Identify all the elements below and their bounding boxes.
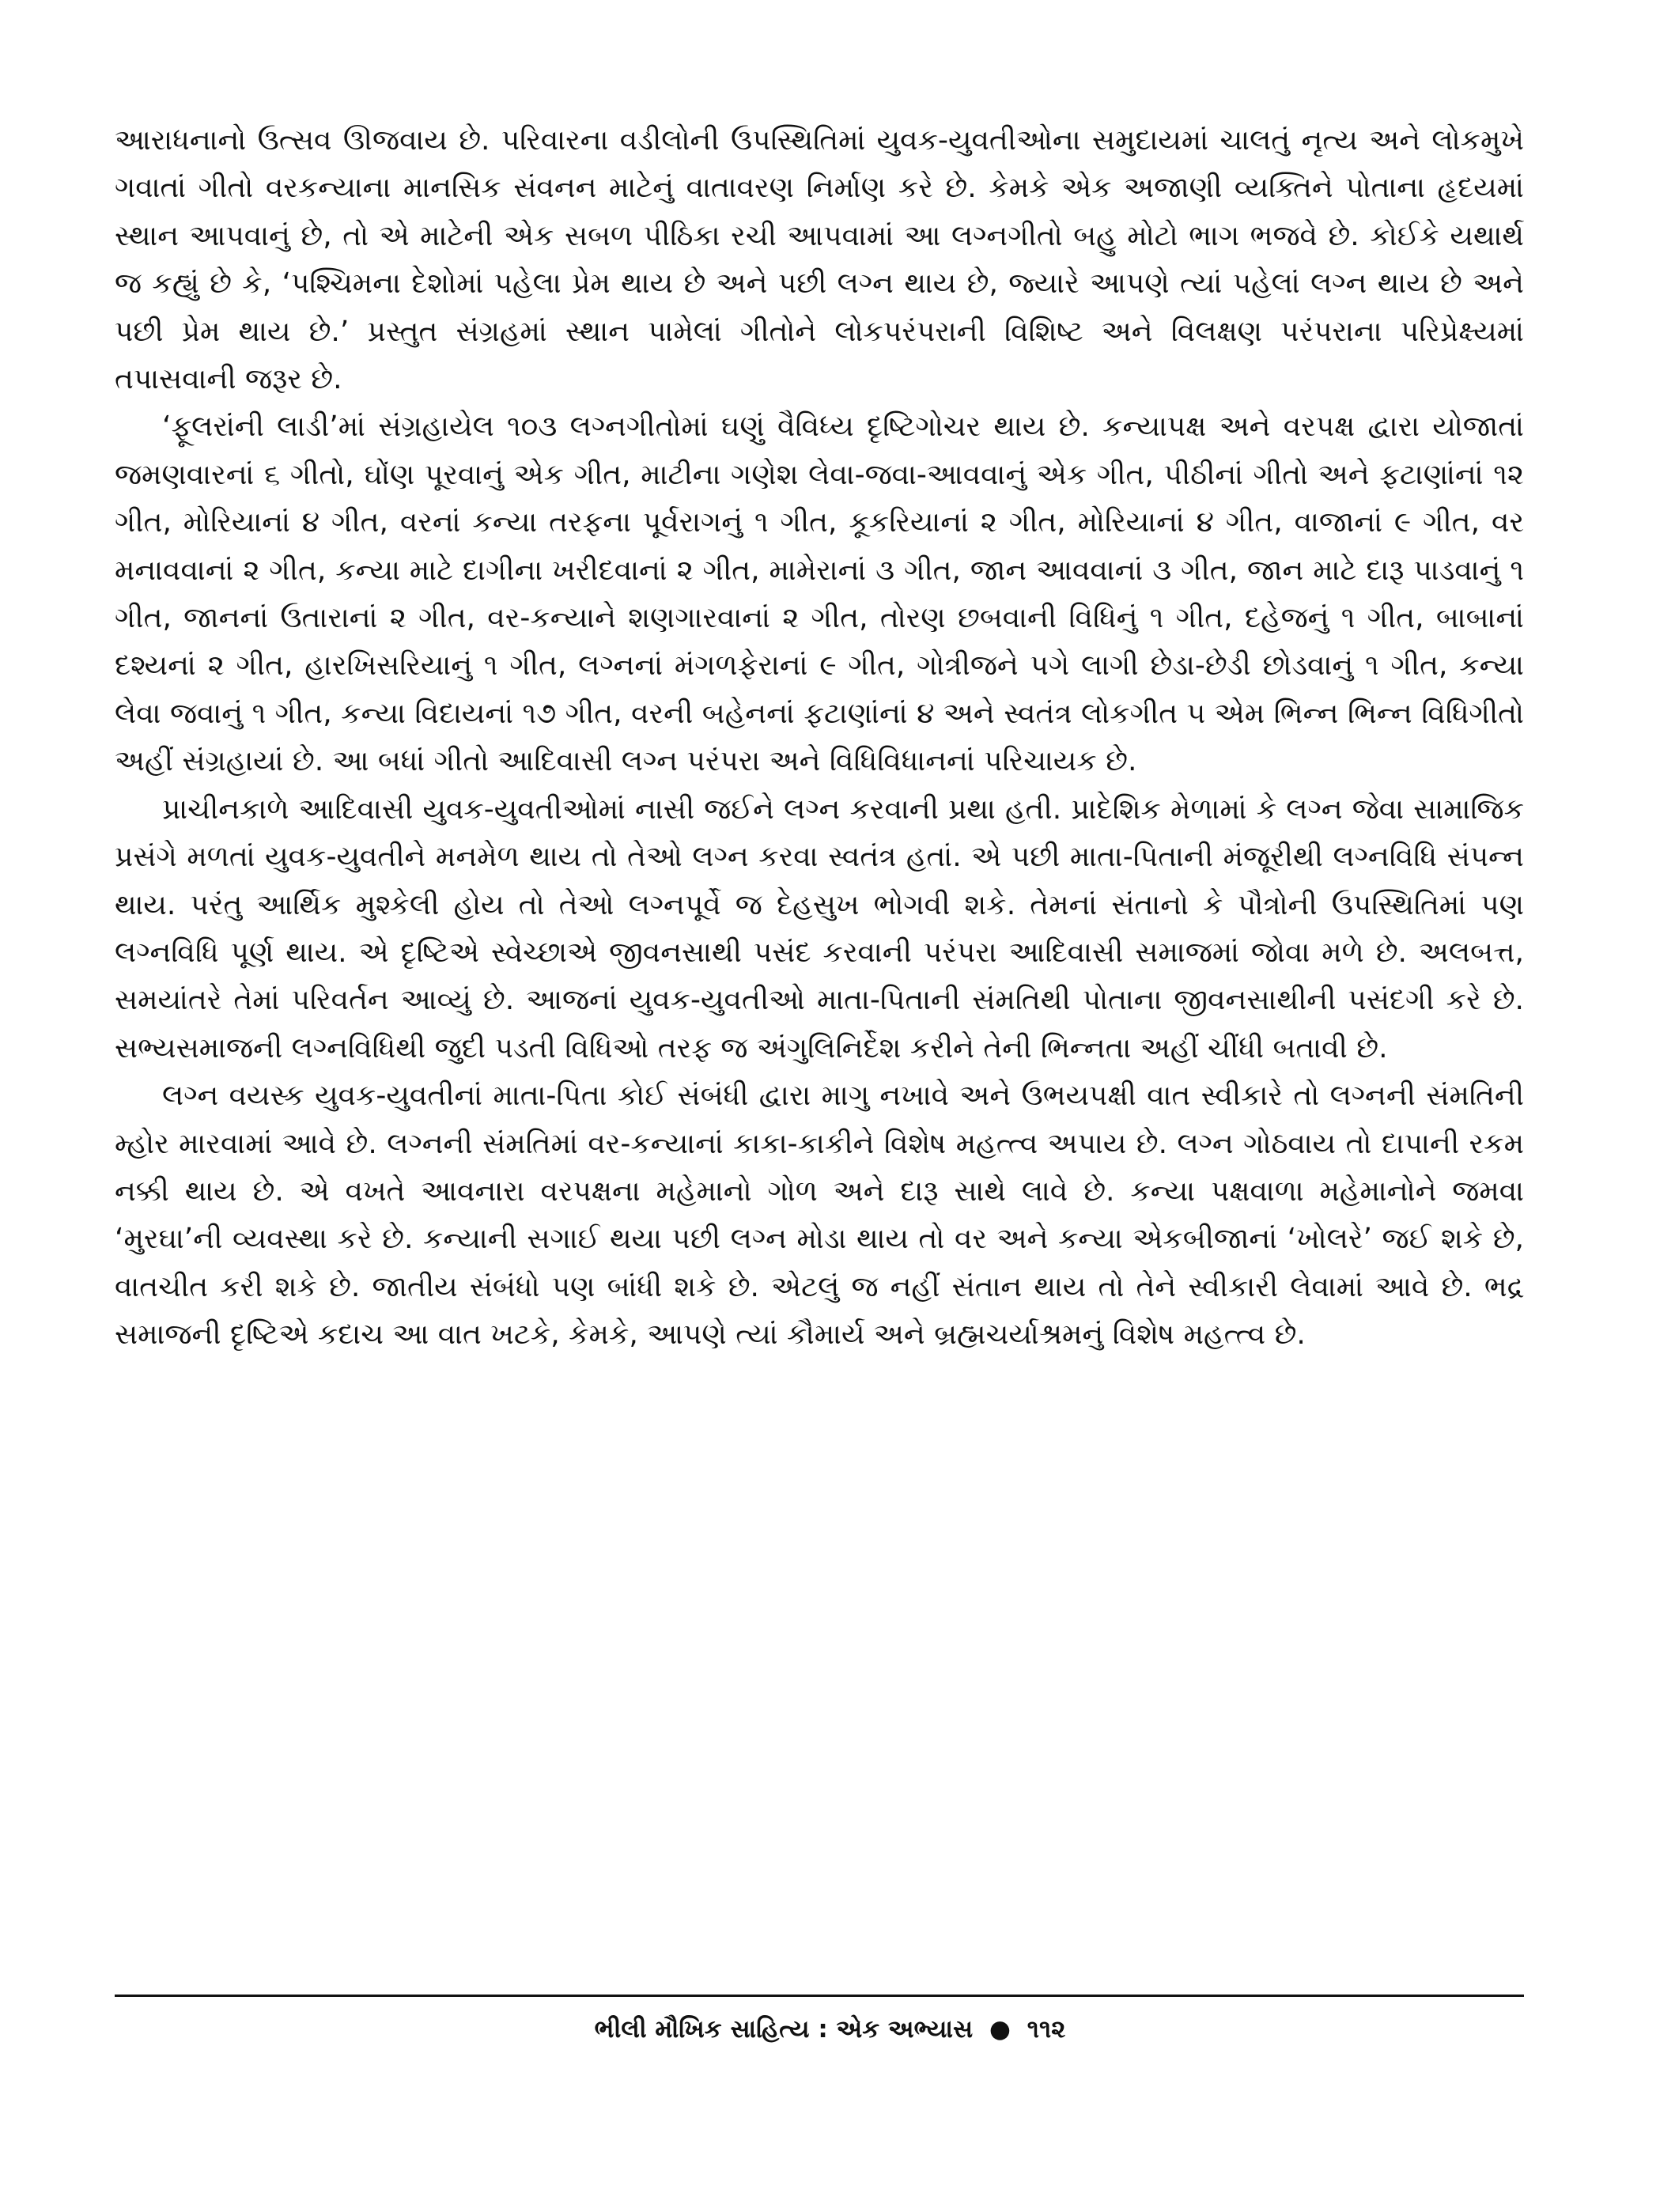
footer-divider bbox=[115, 1995, 1524, 1997]
footer-book-title: ભીલી મૌખિક સાહિત્ય : એક અભ્યાસ bbox=[594, 2015, 974, 2044]
paragraph-2: ‘ફૂલરાંની લાડી’માં સંગ્રહાયેલ ૧૦૩ લગ્નગીતોમાં ઘણું વૈવિધ્ય દૃષ્ટિગોચર થાય છે. કન્યાપક્ષ અને વરપક્ષ દ્વારા યોજાતાં જમણવારનાં ૬ ગીતો, ઘોંણ પૂરવાનું એક ગીત, માટીના ગણેશ લેવા-જવા-આવવાનું એક ગીત, પીઠીનાં ગીતો અને ફટાણાંનાં ૧૨ ગીત, મોરિયાનાં ૪ ગીત, વરનાં કન્યા તરફના પૂર્વરાગનું ૧ ગીત, કૂકરિયાનાં ૨ ગીત, મોરિયાનાં ૪ ગીત, વાજાનાં ૯ ગીત, વર મનાવવાનાં ૨ ગીત, કન્યા માટે દાગીના ખરીદવાનાં ૨ ગીત, મામેરાનાં ૩ ગીત, જાન આવવાનાં ૩ ગીત, જાન માટે દારૂ પાડવાનું ૧ ગીત, જાનનાં ઉતારાનાં ૨ ગીત, વર-કન્યાને શણગારવાનાં ૨ ગીત, તોરણ છબવાની વિધિનું ૧ ગીત, દહેજનું ૧ ગીત, બાબાનાં દશ્યનાં ૨ ગીત, હારખિસરિયાનું ૧ ગીત, લગ્નનાં મંગળફેરાનાં ૯ ગીત, ગોત્રીજને પગે લાગી છેડા-છેડી છોડવાનું ૧ ગીત, કન્યા લેવા જવાનું ૧ ગીત, કન્યા વિદાયનાં ૧૭ ગીત, વરની બહેનનાં ફટાણાંનાં ૪ અને સ્વતંત્ર લોકગીત ૫ એમ ભિન્ન ભિન્ન વિધિગીતો અહીં સંગ્રહાયાં છે. આ બધાં ગીતો આદિવાસી લગ્ન પરંપરા અને વિધિવિધાનનાં પરિચાયક છે. bbox=[115, 410, 1524, 778]
paragraph-1: આરાધનાનો ઉત્સવ ઊજવાય છે. પરિવારના વડીલોની ઉપસ્થિતિમાં યુવક-યુવતીઓના સમુદાયમાં ચાલતું નૃત્ય અને લોકમુખે ગવાતાં ગીતો વરકન્યાના માનસિક સંવનન માટેનું વાતાવરણ નિર્માણ કરે છે. કેમકે એક અજાણી વ્યક્તિને પોતાના હૃદયમાં સ્થાન આપવાનું છે, તો એ માટેની એક સબળ પીઠિકા રચી આપવામાં આ લગ્નગીતો બહુ મોટો ભાગ ભજવે છે. કોઈકે યથાર્થ જ કહ્યું છે કે, ‘પશ્ચિમના દેશોમાં પહેલા પ્રેમ થાય છે અને પછી લગ્ન થાય છે, જ્યારે આપણે ત્યાં પહેલાં લગ્ન થાય છે અને પછી પ્રેમ થાય છે.’ પ્રસ્તુત સંગ્રહમાં સ્થાન પામેલાં ગીતોને લોકપરંપરાની વિશિષ્ટ અને વિલક્ષણ પરંપરાના પરિપ્રેક્ષ્યમાં તપાસવાની જરૂર છે. bbox=[115, 124, 1524, 396]
body-text bbox=[115, 117, 1524, 1359]
paragraph-3: પ્રાચીનકાળે આદિવાસી યુવક-યુવતીઓમાં નાસી જઈને લગ્ન કરવાની પ્રથા હતી. પ્રાદેશિક મેળામાં કે લગ્ન જેવા સામાજિક પ્રસંગે મળતાં યુવક-યુવતીને મનમેળ થાય તો તેઓ લગ્ન કરવા સ્વતંત્ર હતાં. એ પછી માતા-પિતાની મંજૂરીથી લગ્નવિધિ સંપન્ન થાય. પરંતુ આર્થિક મુશ્કેલી હોય તો તેઓ લગ્નપૂર્વે જ દેહસુખ ભોગવી શકે. તેમનાં સંતાનો કે પૌત્રોની ઉપસ્થિતિમાં પણ લગ્નવિધિ પૂર્ણ થાય. એ દૃષ્ટિએ સ્વેચ્છાએ જીવનસાથી પસંદ કરવાની પરંપરા આદિવાસી સમાજમાં જોવા મળે છે. અલબત્ત, સમયાંતરે તેમાં પરિવર્તન આવ્યું છે. આજનાં યુવક-યુવતીઓ માતા-પિતાની સંમતિથી પોતાના જીવનસાથીની પસંદગી કરે છે. સભ્યસમાજની લગ્નવિધિથી જુદી પડતી વિધિઓ તરફ જ અંગુલિનિર્દેશ કરીને તેની ભિન્નતા અહીં ચીંધી બતાવી છે. bbox=[115, 792, 1524, 1064]
paragraph-4: લગ્ન વયસ્ક યુવક-યુવતીનાં માતા-પિતા કોઈ સંબંધી દ્વારા માગુ નખાવે અને ઉભયપક્ષી વાત સ્વીકારે તો લગ્નની સંમતિની મ્હોર મારવામાં આવે છે. લગ્નની સંમતિમાં વર-કન્યાનાં કાકા-કાકીને વિશેષ મહત્ત્વ અપાય છે. લગ્ન ગોઠવાય તો દાપાની રકમ નક્કી થાય છે. એ વખતે આવનારા વરપક્ષના મહેમાનો ગોળ અને દારૂ સાથે લાવે છે. કન્યા પક્ષવાળા મહેમાનોને જમવા ‘મુરઘા’ની વ્યવસ્થા કરે છે. કન્યાની સગાઈ થયા પછી લગ્ન મોડા થાય તો વર અને કન્યા એકબીજાનાં ‘ખોલરે’ જઈ શકે છે, વાતચીત કરી શકે છે. જાતીય સંબંધો પણ બાંધી શકે છે. એટલું જ નહીં સંતાન થાય તો તેને સ્વીકારી લેવામાં આવે છે. ભદ્ર સમાજની દૃષ્ટિએ કદાચ આ વાત ખટકે, કેમકે, આપણે ત્યાં કૌમાર્ય અને બ્રહ્મચર્યાશ્રમનું વિશેષ મહત્ત્વ છે. bbox=[115, 1080, 1524, 1352]
bullet-icon: ● bbox=[989, 2015, 1011, 2044]
page-number: ૧૧૨ bbox=[1027, 2015, 1066, 2044]
page-footer bbox=[0, 2015, 1660, 2044]
